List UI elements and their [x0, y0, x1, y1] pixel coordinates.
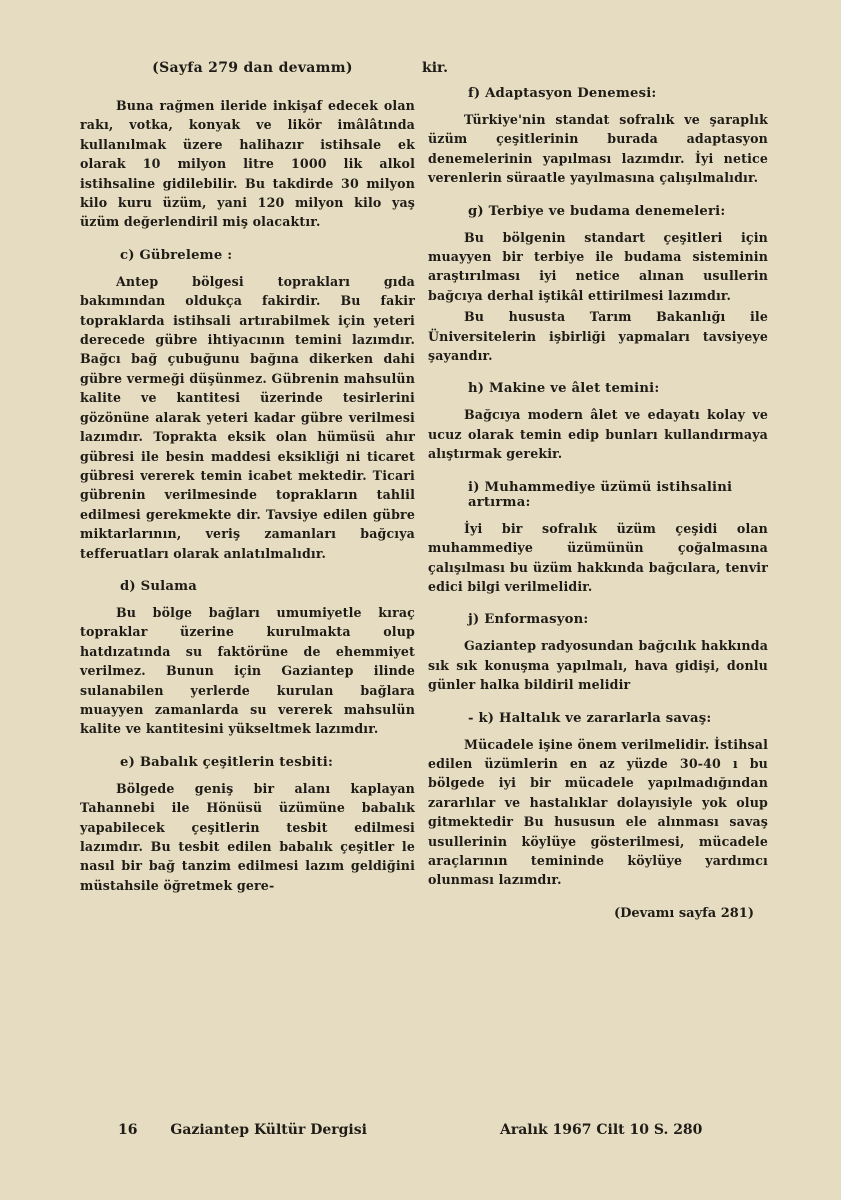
section-h-heading: h) Makine ve âlet temini:	[468, 381, 660, 397]
issue-info: Aralık 1967 Cilt 10 S. 280	[500, 1122, 703, 1138]
section-d-body: Bu bölge bağları umumiyetle kıraç topraklar üzerine kurulmakta olup hatdızatında su faktörüne de ehemmiyet verilmez. Bunun için Gaziantep ilinde sulanabilen yerlerde kurulan bağlara muayyen zamanlarda su vererek mahsulün kalite ve kantitesini yükseltmek lazımdır.	[80, 604, 415, 737]
section-d-heading: d) Sulama	[120, 578, 198, 594]
carried-word: kir.	[422, 60, 448, 76]
intro-paragraph: Buna rağmen ileride inkişaf edecek olan rakı, votka, konyak ve likör imâlâtında kullanılmak üzere halihazır istihsale ek olarak 10 milyon litre 1000 lik alkol istihsaline gidilebilir. Bu takdirde 30 milyon kilo kuru üzüm, yani 120 milyon kilo yaş üzüm değerlendiril miş olacaktır.	[80, 98, 415, 230]
section-i-heading: i) Muhammediye üzümü istihsalini artırma:	[468, 479, 733, 510]
section-h-body: Bağcıya modern âlet ve edayatı kolay ve ucuz olarak temin edip bunları kullandırmaya alıştırmak gerekir.	[428, 407, 768, 462]
footer-left	[118, 1122, 367, 1138]
section-e-heading: e) Babalık çeşitlerin tesbiti:	[120, 754, 334, 770]
section-f-body: Türkiye'nin standat sofralık ve şaraplık üzüm çeşitlerinin burada adaptasyon denemelerinin yapılması lazımdır. İyi netice verenlerin süraatle yayılmasına çalışılmalıdır.	[428, 112, 768, 186]
section-g-body-1: Bu bölgenin standart çeşitleri için muayyen bir terbiye ile budama sisteminin araştırılması iyi netice alınan usullerin bağcıya derhal iştikâl ettirilmesi lazımdır.	[428, 229, 768, 303]
section-e-body: Bölgede geniş bir alanı kaplayan Tahannebi ile Hönüsü üzümüne babalık yapabilecek çeşitlerin tesbit edilmesi lazımdır. Bu tesbit edilen babalık çeşitler le nasıl bir bağ tanzim edilmesi lazım geldiğini müstahsile öğretmek gere-	[80, 780, 415, 893]
section-f-heading: f) Adaptasyon Denemesi:	[468, 86, 657, 101]
section-g-body-2: Bu hususta Tarım Bakanlığı ile Üniversitelerin işbirliği yapmaları tavsiyeye şayandır.	[428, 309, 768, 364]
section-c-heading: c) Gübreleme :	[120, 247, 233, 263]
section-j-heading: j) Enformasyon:	[468, 612, 589, 628]
page-number: 16	[118, 1122, 138, 1138]
section-g-heading: g) Terbiye ve budama denemeleri:	[468, 203, 726, 219]
journal-name: Gaziantep Kültür Dergisi	[170, 1122, 367, 1138]
section-k-heading: - k) Haltalık ve zararlarla savaş:	[468, 710, 712, 726]
section-c-body: Antep bölgesi toprakları gıda bakımından oldukça fakirdir. Bu fakir topraklarda istihsali artırabilmek için yeteri derecede gübre ihtiyacının temini lazımdır. Bağcı bağ çubuğunu bağına dikerken dahi gübre vermeği düşünmez. Gübrenin mahsulün kalite ve kantitesi üzerinde tesirlerini gözönüne alarak yeteri kadar gübre verilmesi lazımdır. Toprakta eksik olan hümüsü ahır gübresi ile besin maddesi eksikliği ni ticaret gübresi vererek temin icabet mektedir. Ticari gübrenin verilmesinde toprakların tahlil edilmesi gerekmekte dir. Tavsiye edilen gübre miktarlarının, veriş zamanları bağcıya tefferuatları olarak anlatılmalıdır.	[80, 273, 415, 561]
continued-to-note: (Devamı sayfa 281)	[613, 905, 754, 921]
section-j-body: Gaziantep radyosundan bağcılık hakkında sık sık konuşma yapılmalı, hava gidişi, donlu günler halka bildiril melidir	[428, 638, 768, 693]
right-column	[422, 60, 768, 921]
continued-from-note: (Sayfa 279 dan devamm)	[152, 60, 353, 76]
section-i-body: İyi bir sofralık üzüm çeşidi olan muhammediye üzümünün çoğalmasına çalışılması bu üzüm hakkında bağcılara, tenvir edici bilgi verilmelidir.	[428, 520, 768, 594]
section-k-body: Mücadele işine önem verilmelidir. İstihsal edilen üzümlerin en az yüzde 30-40 ı bu bölgede iyi bir mücadele yapılmadığından zararlılar ve hastalıklar dolayısiyle yok olup gitmektedir Bu hususun ele alınması savaş usullerinin köylüye gösterilmesi, mücadele araçlarının temininde köylüye yardımcı olunması lazımdır.	[428, 736, 768, 888]
left-column	[80, 60, 415, 911]
